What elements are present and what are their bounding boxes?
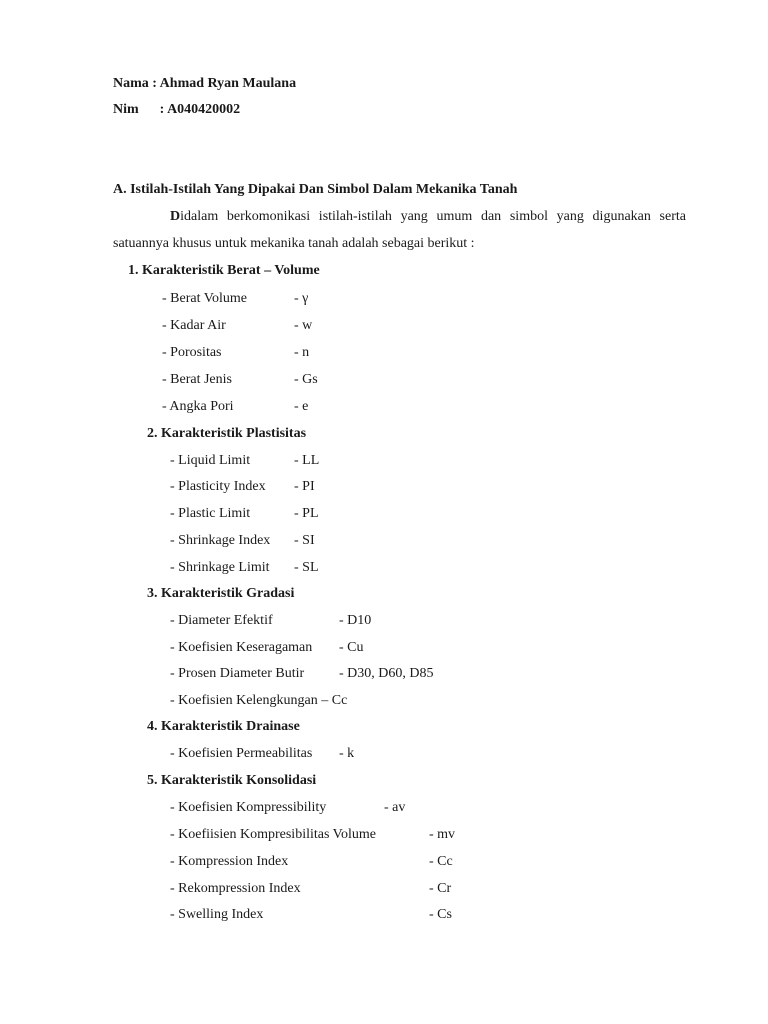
group-heading: 2. Karakteristik Plastisitas	[147, 426, 307, 441]
item-symbol: - n	[294, 345, 310, 360]
list-item	[170, 532, 270, 550]
list-item	[170, 452, 250, 470]
group-heading: 3. Karakteristik Gradasi	[147, 586, 295, 601]
item-term: - Plastic Limit	[170, 506, 251, 521]
name-label: Nama	[113, 76, 149, 91]
item-symbol: - w	[294, 318, 313, 333]
item-term: - Koefisien Kompressibility	[170, 800, 327, 815]
list-item	[170, 906, 263, 924]
item-term: - Koefisien Permeabilitas	[170, 746, 313, 761]
item-term: - Berat Jenis	[162, 372, 232, 387]
list-item	[170, 880, 301, 898]
intro-line-2: satuannya khusus untuk mekanika tanah adalah sebagai berikut :	[113, 236, 475, 251]
nim-line: Nim : A040420002	[113, 102, 241, 117]
list-item	[170, 505, 250, 523]
item-term: - Porositas	[162, 345, 222, 360]
item-symbol: - k	[339, 746, 355, 761]
list-item	[170, 853, 288, 871]
intro-dropcap: D	[170, 209, 181, 224]
item-term: - Plasticity Index	[170, 479, 266, 494]
item-term: - Shrinkage Index	[170, 533, 271, 548]
item-symbol: - PI	[294, 479, 315, 494]
item-term: - Prosen Diameter Butir	[170, 666, 305, 681]
item-symbol: - D10	[339, 613, 372, 628]
list-item	[162, 317, 226, 335]
group-heading: 1. Karakteristik Berat – Volume	[128, 263, 320, 278]
item-term: - Swelling Index	[170, 907, 264, 922]
item-symbol: - Gs	[294, 372, 318, 387]
item-term: - Angka Pori	[162, 399, 234, 414]
item-term: - Kadar Air	[162, 318, 226, 333]
item-term: - Koefisien Kelengkungan – Cc	[170, 693, 348, 708]
item-symbol: - γ	[294, 291, 309, 306]
item-term: - Liquid Limit	[170, 453, 251, 468]
item-symbol: - PL	[294, 506, 319, 521]
group-heading: 5. Karakteristik Konsolidasi	[147, 773, 317, 788]
nim-label: Nim	[113, 102, 139, 117]
group-heading: 4. Karakteristik Drainase	[147, 719, 300, 734]
list-item	[170, 692, 347, 710]
list-item	[162, 371, 232, 389]
name-value: Ahmad Ryan Maulana	[159, 76, 297, 91]
list-item	[170, 799, 326, 817]
item-symbol: - Cu	[339, 640, 364, 655]
item-term: - Berat Volume	[162, 291, 248, 306]
item-term: - Rekompression Index	[170, 881, 301, 896]
item-symbol: - mv	[429, 827, 456, 842]
section-title: A. Istilah-Istilah Yang Dipakai Dan Simbol Dalam Mekanika Tanah	[113, 182, 518, 197]
item-term: - Koefisien Keseragaman	[170, 640, 313, 655]
item-symbol: - Cs	[429, 907, 452, 922]
item-symbol: - LL	[294, 453, 320, 468]
intro-line-1-text: idalam berkomonikasi istilah-istilah yang umum dan simbol yang digunakan serta	[180, 209, 686, 224]
list-item	[170, 478, 266, 496]
item-symbol: - SI	[294, 533, 315, 548]
item-symbol: - e	[294, 399, 309, 414]
list-item	[170, 559, 270, 577]
list-item	[162, 290, 247, 308]
list-item	[170, 639, 312, 657]
item-symbol: - Cr	[429, 881, 452, 896]
list-item	[162, 398, 234, 416]
item-symbol: - D30, D60, D85	[339, 666, 434, 681]
name-line: Nama : Ahmad Ryan Maulana	[113, 76, 297, 91]
item-term: - Kompression Index	[170, 854, 289, 869]
list-item	[170, 612, 273, 630]
list-item	[170, 665, 304, 683]
item-term: - Shrinkage Limit	[170, 560, 270, 575]
list-item	[170, 826, 376, 844]
list-item	[170, 745, 312, 763]
item-term: - Koefiisien Kompresibilitas Volume	[170, 827, 376, 842]
intro-line-1	[170, 208, 686, 226]
item-term: - Diameter Efektif	[170, 613, 273, 628]
nim-value: A040420002	[167, 102, 241, 117]
item-symbol: - SL	[294, 560, 319, 575]
list-item	[162, 344, 222, 362]
item-symbol: - Cc	[429, 854, 453, 869]
item-symbol: - av	[384, 800, 406, 815]
